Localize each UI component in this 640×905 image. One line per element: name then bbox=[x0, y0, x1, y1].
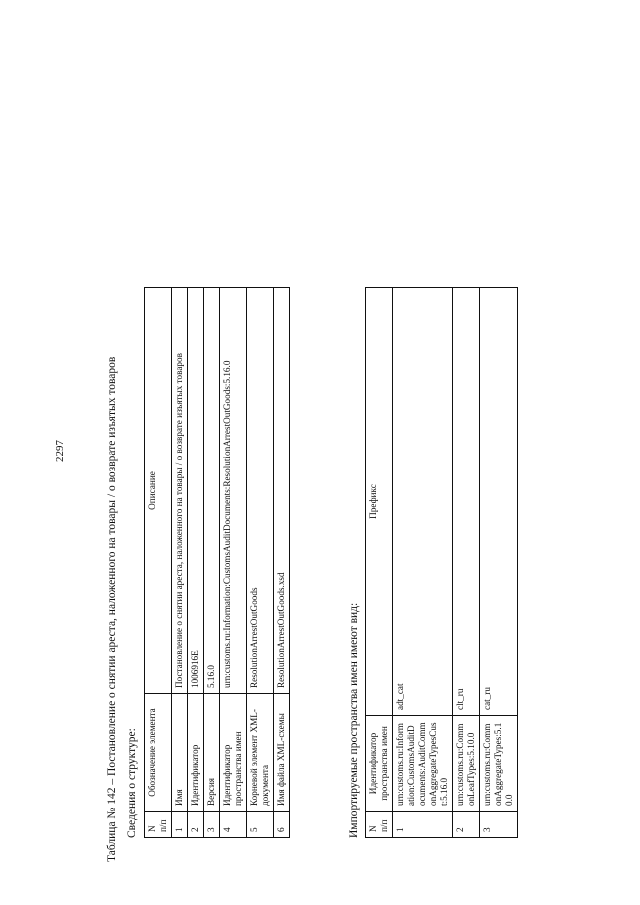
table-row bbox=[247, 288, 274, 838]
element-name: Идентификатор bbox=[188, 694, 204, 812]
page-number: 2297 bbox=[54, 440, 66, 462]
element-name: Имя bbox=[172, 694, 188, 812]
col-header-number: N п/п bbox=[366, 812, 393, 838]
table-row bbox=[393, 288, 453, 838]
table-row bbox=[204, 288, 220, 838]
col-header-number: N п/п bbox=[145, 812, 172, 838]
namespaces-table bbox=[365, 287, 518, 838]
element-description: Постановление о снятии ареста, наложенного на товары / о возврате изъятых товаров bbox=[172, 288, 188, 694]
namespaces-caption: Импортируемые пространства имен имеют вид: bbox=[348, 602, 360, 838]
structure-header-row bbox=[145, 288, 172, 838]
namespace-id: urn:customs.ru:CommonLeafTypes:5.10.0 bbox=[453, 716, 480, 812]
element-description: 5.16.0 bbox=[204, 288, 220, 694]
col-header-element: Обозначение элемента bbox=[145, 694, 172, 812]
namespace-prefix: clt_ru bbox=[453, 288, 480, 716]
row-number: 3 bbox=[204, 812, 220, 838]
row-number: 6 bbox=[274, 812, 290, 838]
table-title: Таблица № 142 – Постановление о снятии ареста, наложенного на товары / о возврате изъятых товаров bbox=[106, 356, 118, 862]
element-name: Корневой элемент XML-документа bbox=[247, 694, 274, 812]
table-row bbox=[188, 288, 204, 838]
row-number: 2 bbox=[453, 812, 480, 838]
table-row bbox=[274, 288, 290, 838]
table-row bbox=[480, 288, 518, 838]
table-row bbox=[172, 288, 188, 838]
element-description: ResolutionArrestOutGoods.xsd bbox=[274, 288, 290, 694]
namespaces-header-row bbox=[366, 288, 393, 838]
namespace-id: urn:customs.ru:CommonAggregateTypes:5.10.0 bbox=[480, 716, 518, 812]
row-number: 2 bbox=[188, 812, 204, 838]
structure-table bbox=[144, 287, 290, 838]
col-header-description: Описание bbox=[145, 288, 172, 694]
namespace-prefix: adt_cat bbox=[393, 288, 453, 716]
element-description: 1006916E bbox=[188, 288, 204, 694]
element-name: Версия bbox=[204, 694, 220, 812]
row-number: 5 bbox=[247, 812, 274, 838]
col-header-namespace: Идентификатор пространства имен bbox=[366, 716, 393, 812]
element-name: Имя файла XML-схемы bbox=[274, 694, 290, 812]
namespace-id: urn:customs.ru:Information:CustomsAuditDocuments:AuditCommonAggregateTypesCust:5.16.0 bbox=[393, 716, 453, 812]
rotated-content bbox=[88, 262, 558, 862]
namespace-prefix: cat_ru bbox=[480, 288, 518, 716]
row-number: 1 bbox=[172, 812, 188, 838]
structure-caption: Сведения о структуре: bbox=[126, 728, 138, 838]
element-description: ResolutionArrestOutGoods bbox=[247, 288, 274, 694]
element-description: urn:customs.ru:Information:CustomsAuditDocuments:ResolutionArrestOutGoods:5.16.0 bbox=[220, 288, 247, 694]
element-name: Идентификатор пространства имен bbox=[220, 694, 247, 812]
table-row bbox=[220, 288, 247, 838]
table-row bbox=[453, 288, 480, 838]
col-header-prefix: Префикс bbox=[366, 288, 393, 716]
row-number: 4 bbox=[220, 812, 247, 838]
row-number: 3 bbox=[480, 812, 518, 838]
row-number: 1 bbox=[393, 812, 453, 838]
